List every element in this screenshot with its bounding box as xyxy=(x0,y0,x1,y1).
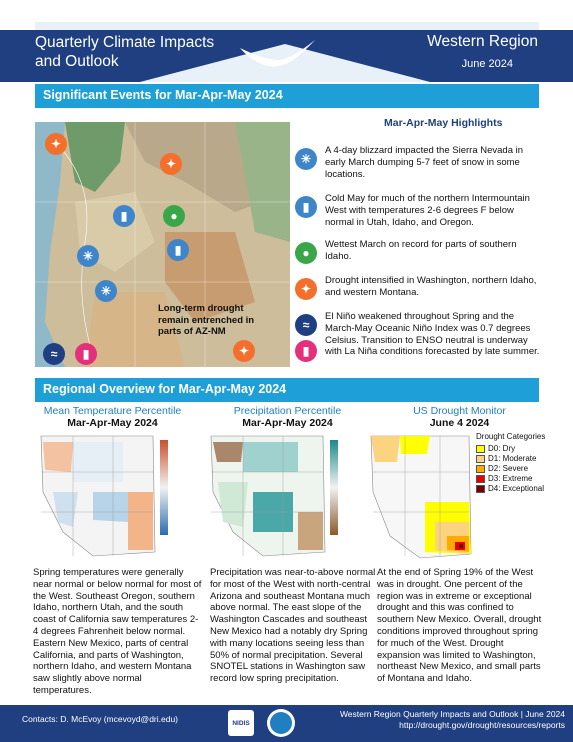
precipitation-map-title: Precipitation Percentile xyxy=(233,405,342,417)
precipitation-percentile-map xyxy=(203,432,363,560)
title-line-2: and Outlook xyxy=(35,53,119,70)
page-header xyxy=(0,30,573,82)
thermometer-hot-icon: ▮ xyxy=(295,340,317,362)
highlight-item xyxy=(295,193,545,228)
ocean-wave-icon: ≈ xyxy=(295,314,317,336)
precipitation-summary: Precipitation was near-to-above normal for most of the West with north-central Arizona and southeast Montana much above normal. The east slope of the Washington Cascades and southeast New Mexico had a notably dry Spring with many locations seeing less than 50% of normal precipitation. Several SNOTEL stations in Washington saw record low spring precipitation. xyxy=(210,567,376,685)
nidis-logo: NIDIS xyxy=(228,710,254,736)
drought-icon: ✦ xyxy=(295,278,317,300)
legend-label: D3: Extreme xyxy=(488,474,533,483)
precipitation-map-subtitle: Mar-Apr-May 2024 xyxy=(242,417,333,429)
title-line-1: Quarterly Climate Impacts xyxy=(35,34,215,51)
legend-item xyxy=(476,474,545,483)
highlight-item xyxy=(295,145,545,180)
legend-item xyxy=(476,464,545,473)
page-title xyxy=(35,33,214,71)
region-label: Western Region xyxy=(427,33,538,50)
snowflake-icon: ✳ xyxy=(77,245,99,267)
regional-overview-bar: Regional Overview for Mar-Apr-May 2024 xyxy=(35,378,539,402)
thermometer-hot-icon: ▮ xyxy=(75,343,97,365)
snowflake-icon: ✳ xyxy=(295,148,317,170)
page-footer xyxy=(0,705,573,742)
highlight-text: Drought intensified in Washington, northern Idaho, and western Montana. xyxy=(325,275,537,298)
contacts: Contacts: D. McEvoy (mcevoyd@dri.edu) xyxy=(22,714,179,724)
map-callout: Long-term drought remain entrenched in parts of AZ-NM xyxy=(158,303,255,337)
legend-label: D2: Severe xyxy=(488,464,529,473)
highlight-item xyxy=(295,275,545,300)
drought-icon: ✦ xyxy=(233,340,255,362)
drought-summary: At the end of Spring 19% of the West was in drought. One percent of the region was in extreme or exceptional drought and this was confined to southern New Mexico. Overall, drought conditions improved throughout spring for much of the West. Drought expansion was limited to Washington, northeast New Mexico, and small parts of Montana and Idaho. xyxy=(377,567,542,685)
legend-label: D0: Dry xyxy=(488,444,516,453)
thermometer-cold-icon: ▮ xyxy=(295,196,317,218)
report-link[interactable]: http://drought.gov/drought/resources/reports xyxy=(399,720,565,730)
significant-events-bar: Significant Events for Mar-Apr-May 2024 xyxy=(35,84,539,108)
drought-monitor-title: US Drought Monitor xyxy=(413,405,506,417)
legend-swatch xyxy=(476,445,485,453)
legend-swatch xyxy=(476,455,485,463)
legend-swatch xyxy=(476,465,485,473)
water-drop-icon: ● xyxy=(295,242,317,264)
legend-item xyxy=(476,444,545,453)
temperature-summary: Spring temperatures were generally near normal or below normal for most of the West. Southeast Oregon, southern Idaho, northern Utah, and the south coast of California saw temperatures 2-4 degrees Fahrenheit below normal. Eastern New Mexico, parts of central California, and parts of Washington, northern Idaho, and western Montana saw slightly above normal temperatures. xyxy=(33,567,202,696)
drought-icon: ✦ xyxy=(45,133,67,155)
legend-title: Drought Categories xyxy=(476,432,546,441)
highlight-item xyxy=(295,239,545,264)
highlight-text: Wettest March on record for parts of southern Idaho. xyxy=(325,239,517,262)
footer-right xyxy=(340,709,565,731)
legend-label: D1: Moderate xyxy=(488,454,537,463)
highlights-title: Mar-Apr-May Highlights xyxy=(384,117,503,129)
legend-item xyxy=(476,454,545,463)
issue-date: June 2024 xyxy=(461,58,513,70)
drought-monitor-map xyxy=(365,432,475,560)
temperature-percentile-map xyxy=(33,432,193,560)
water-drop-icon: ● xyxy=(163,205,185,227)
highlight-text: A 4-day blizzard impacted the Sierra Nevada in early March dumping 5-7 feet of snow in some locations. xyxy=(325,145,524,180)
thermometer-cold-icon: ▮ xyxy=(113,205,135,227)
temperature-map-subtitle: Mar-Apr-May 2024 xyxy=(67,417,158,429)
legend-swatch xyxy=(476,475,485,483)
drought-monitor-subtitle: June 4 2024 xyxy=(429,417,490,429)
header-top-strip xyxy=(35,22,539,30)
snowflake-icon: ✳ xyxy=(95,280,117,302)
highlight-text: El Niño weakened throughout Spring and the March-May Oceanic Niño Index was 0.7 degrees Celsius. Transition to ENSO neutral is underway with La Niña conditions forecasted by late summer. xyxy=(325,311,540,358)
highlight-text: Cold May for much of the northern Intermountain West with temperatures 2-6 degrees F below normal in Utah, Idaho, and Oregon. xyxy=(325,193,530,228)
drought-legend xyxy=(476,432,545,494)
legend-label: D4: Exceptional xyxy=(488,484,545,493)
legend-item xyxy=(476,484,545,493)
temperature-map-title: Mean Temperature Percentile xyxy=(43,405,182,417)
legend-swatch xyxy=(476,485,485,493)
noaa-logo-icon xyxy=(267,709,295,737)
highlight-item xyxy=(295,311,545,362)
drought-icon: ✦ xyxy=(160,153,182,175)
ocean-wave-icon: ≈ xyxy=(43,343,65,365)
thermometer-cold-icon: ▮ xyxy=(167,239,189,261)
report-name: Western Region Quarterly Impacts and Outlook | June 2024 xyxy=(339,709,565,719)
